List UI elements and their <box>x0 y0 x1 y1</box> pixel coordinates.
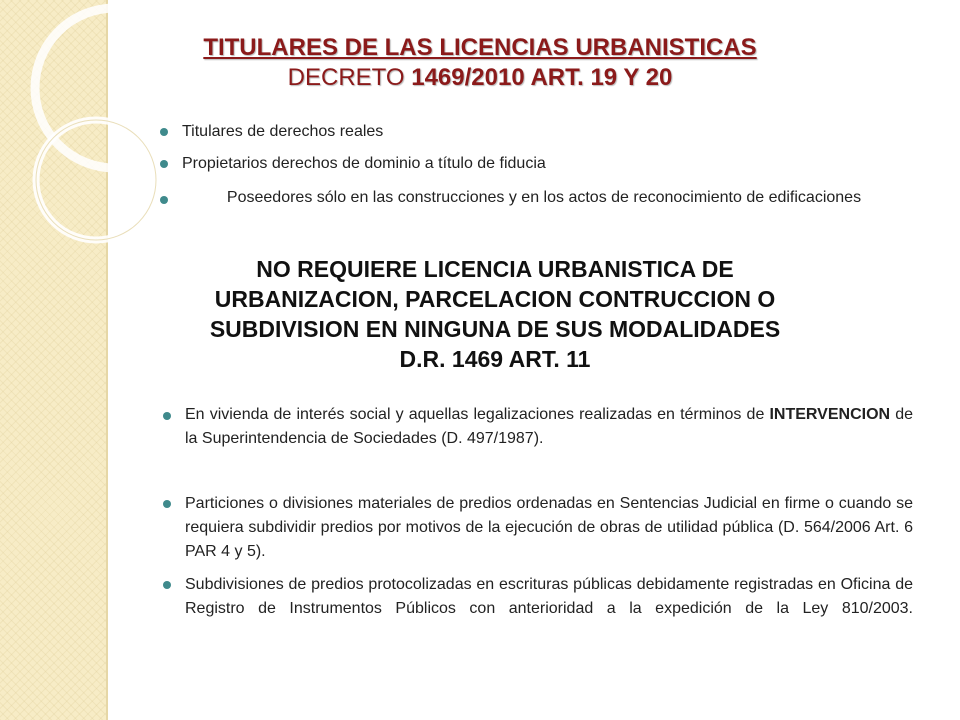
slide-title <box>120 33 840 93</box>
title-main: TITULARES DE LAS LICENCIAS URBANISTICAS <box>203 34 757 61</box>
list-item: Particiones o divisiones materiales de predios ordenadas en Sentencias Judicial en firme o cuando se requiera subdividir predios por motivos de la ejecución de obras de utilidad pública (D. 564/2006 Art. 6 PAR 4 y 5). <box>185 495 913 560</box>
bullet-icon <box>160 196 168 204</box>
title-decree <box>120 63 840 93</box>
heading-reference: D.R. 1469 ART. 11 <box>399 346 591 372</box>
list-item: Titulares de derechos reales <box>182 123 384 140</box>
list-item: Poseedores sólo en las construcciones y en los actos de reconocimiento de edificaciones <box>226 189 862 206</box>
heading-line: URBANIZACION, PARCELACION CONTRUCCION O <box>214 286 776 312</box>
list-item: Subdivisiones de predios protocolizadas en escrituras públicas debidamente registradas en Oficina de Registro de Instrumentos Públicos con anterioridad a la expedición de la Ley 810/2003. <box>185 576 913 617</box>
section-heading <box>160 254 830 374</box>
bullet-icon <box>163 581 171 589</box>
list-item: Propietarios derechos de dominio a título de fiducia <box>182 155 546 172</box>
intervencion-term: INTERVENCION <box>769 406 891 423</box>
bullet-icon <box>160 128 168 136</box>
bullet-icon <box>163 412 171 420</box>
list-item: En vivienda de interés social y aquellas legalizaciones realizadas en términos de INTERVENCION de la Superintendencia de Sociedades (D. 497/1987). <box>185 406 913 447</box>
heading-line: NO REQUIERE LICENCIA URBANISTICA DE <box>256 256 734 282</box>
title-decree-ref: 1469/2010 ART. 19 Y 20 <box>411 64 673 91</box>
bullet-icon <box>160 160 168 168</box>
heading-line: SUBDIVISION EN NINGUNA DE SUS MODALIDADES <box>209 316 781 342</box>
bullet-icon <box>163 500 171 508</box>
title-decree-prefix: DECRETO <box>287 64 412 91</box>
